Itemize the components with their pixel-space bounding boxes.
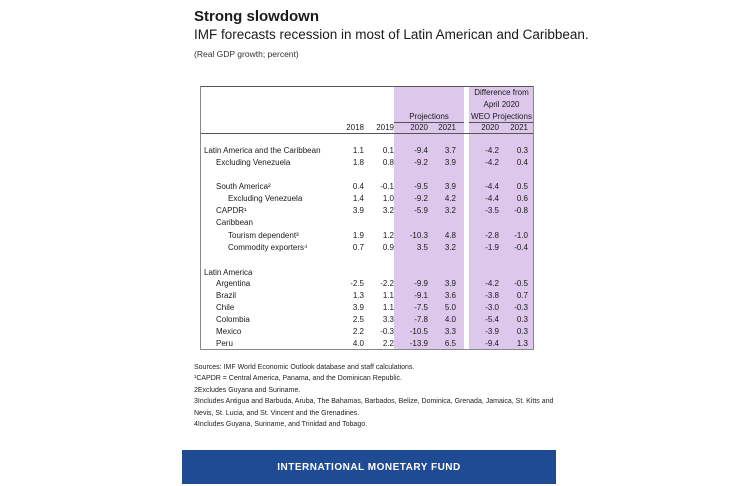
table-cell: -1.0: [514, 231, 528, 240]
table-cell: -2.8: [485, 231, 499, 240]
table-cell: 0.1: [382, 146, 394, 155]
table-cell: -13.9: [409, 339, 428, 348]
table-cell: 1.2: [382, 231, 394, 240]
imf-footer-banner: INTERNATIONAL MONETARY FUND: [182, 450, 556, 484]
table-cell: -0.3: [380, 327, 394, 336]
header-bottom-rule: [200, 133, 534, 134]
row-label: Mexico: [216, 327, 242, 336]
column-header: 2018: [346, 123, 364, 132]
table-cell: -9.1: [414, 291, 428, 300]
row-label: Chile: [216, 303, 235, 312]
table-bottom-rule: [200, 349, 534, 350]
table-cell: -9.9: [414, 279, 428, 288]
table-right-border: [533, 86, 534, 350]
row-label: Brazil: [216, 291, 237, 300]
table-left-border: [200, 86, 201, 350]
table-cell: -3.5: [485, 206, 499, 215]
table-cell: 5.0: [444, 303, 456, 312]
table-cell: 3.2: [444, 243, 456, 252]
table-cell: -9.5: [414, 182, 428, 191]
table-cell: 3.2: [444, 206, 456, 215]
table-cell: 0.4: [352, 182, 364, 191]
table-cell: -7.8: [414, 315, 428, 324]
row-label: Latin America and the Caribbean: [204, 146, 321, 155]
table-cell: 2.2: [352, 327, 364, 336]
difference-header-line3: WEO Projections: [471, 112, 532, 121]
row-label: Argentina: [216, 279, 251, 288]
table-cell: -0.5: [514, 279, 528, 288]
table-cell: -4.4: [485, 194, 499, 203]
table-cell: -5.9: [414, 206, 428, 215]
table-cell: 3.9: [444, 182, 456, 191]
column-header: 2019: [376, 123, 394, 132]
table-cell: -7.5: [414, 303, 428, 312]
difference-header-line2: April 2020: [483, 100, 520, 109]
note-line: ¹CAPDR = Central America, Panama, and the Dominican Republic.: [194, 375, 402, 383]
projections-header: Projections: [409, 112, 449, 121]
table-cell: -3.0: [485, 303, 499, 312]
column-header: 2021: [510, 123, 528, 132]
table-cell: -9.4: [414, 146, 428, 155]
note-line: 3Includes Antigua and Barbuda, Aruba, The Bahamas, Barbados, Belize, Dominica, Grenada, Jamaica, St. Kitts and: [194, 398, 554, 406]
table-cell: 2.2: [382, 339, 394, 348]
table-cell: 0.3: [516, 315, 528, 324]
table-cell: -10.3: [409, 231, 428, 240]
row-label: South America²: [216, 182, 271, 191]
difference-header-line1: Difference from: [474, 88, 529, 97]
row-label: Excluding Venezuela: [228, 194, 303, 203]
table-cell: 0.6: [516, 194, 528, 203]
table-cell: 4.2: [444, 194, 456, 203]
table-cell: 3.6: [444, 291, 456, 300]
table-cell: 3.2: [382, 206, 394, 215]
table-cell: 3.9: [352, 206, 364, 215]
row-label: CAPDR¹: [216, 206, 247, 215]
table-cell: 4.0: [352, 339, 364, 348]
table-cell: 6.5: [444, 339, 456, 348]
row-label: Tourism dependent³: [228, 231, 299, 240]
note-line: Nevis, St. Lucia, and St. Vincent and the Grenadines.: [194, 409, 360, 417]
source-notes: [194, 362, 554, 430]
table-cell: 3.3: [382, 315, 394, 324]
note-line: 4Includes Guyana, Suriname, and Trinidad and Tobago.: [194, 421, 368, 429]
table-cell: 1.3: [516, 339, 528, 348]
table-cell: -4.2: [485, 279, 499, 288]
row-label: Excluding Venezuela: [216, 158, 291, 167]
chart-subtitle: IMF forecasts recession in most of Latin American and Caribbean.: [194, 27, 589, 42]
table-cell: 0.8: [382, 158, 394, 167]
row-label: Latin America: [204, 268, 253, 277]
gdp-table: [200, 86, 534, 350]
table-cell: -1.9: [485, 243, 499, 252]
table-cell: 3.5: [416, 243, 428, 252]
table-cell: 1.1: [382, 291, 394, 300]
table-cell: -4.2: [485, 146, 499, 155]
table-cell: -10.5: [409, 327, 428, 336]
table-cell: 0.7: [352, 243, 364, 252]
table-top-rule: [200, 86, 534, 87]
table-cell: 1.0: [382, 194, 394, 203]
table-cell: 3.9: [352, 303, 364, 312]
table-cell: 4.8: [444, 231, 456, 240]
table-cell: 3.9: [444, 158, 456, 167]
table-cell: -4.4: [485, 182, 499, 191]
chart-title: Strong slowdown: [194, 8, 319, 25]
table-cell: 1.1: [352, 146, 364, 155]
table-cell: -9.4: [485, 339, 499, 348]
table-cell: 1.3: [352, 291, 364, 300]
table-cell: 1.4: [352, 194, 364, 203]
column-header: 2020: [410, 123, 428, 132]
table-cell: -3.9: [485, 327, 499, 336]
table-cell: 3.3: [444, 327, 456, 336]
table-cell: 1.1: [382, 303, 394, 312]
table-cell: 1.9: [352, 231, 364, 240]
table-cell: 0.3: [516, 327, 528, 336]
table-cell: 0.4: [516, 158, 528, 167]
row-label: Peru: [216, 339, 233, 348]
table-cell: -9.2: [414, 194, 428, 203]
table-cell: -9.2: [414, 158, 428, 167]
table-cell: -2.2: [380, 279, 394, 288]
table-cell: -0.1: [380, 182, 394, 191]
table-cell: 1.8: [352, 158, 364, 167]
note-line: Sources: IMF World Economic Outlook database and staff calculations.: [194, 364, 415, 371]
table-cell: -3.8: [485, 291, 499, 300]
row-label: Caribbean: [216, 218, 253, 227]
table-cell: -5.4: [485, 315, 499, 324]
table-cell: 0.7: [516, 291, 528, 300]
table-cell: 0.9: [382, 243, 394, 252]
table-cell: 4.0: [444, 315, 456, 324]
column-header: 2020: [481, 123, 499, 132]
table-cell: 3.7: [444, 146, 456, 155]
table-cell: -0.3: [514, 303, 528, 312]
table-cell: -0.4: [514, 243, 528, 252]
unit-note: (Real GDP growth; percent): [194, 49, 299, 59]
table-cell: 0.3: [516, 146, 528, 155]
table-cell: 2.5: [352, 315, 364, 324]
table-cell: -4.2: [485, 158, 499, 167]
note-line: 2Excludes Guyana and Suriname.: [194, 386, 301, 394]
table-cell: -0.8: [514, 206, 528, 215]
table-cell: 0.5: [516, 182, 528, 191]
table-cell: 3.9: [444, 279, 456, 288]
row-label: Commodity exporters⁴: [228, 243, 308, 252]
row-label: Colombia: [216, 315, 250, 324]
column-header: 2021: [438, 123, 456, 132]
table-cell: -2.5: [350, 279, 364, 288]
